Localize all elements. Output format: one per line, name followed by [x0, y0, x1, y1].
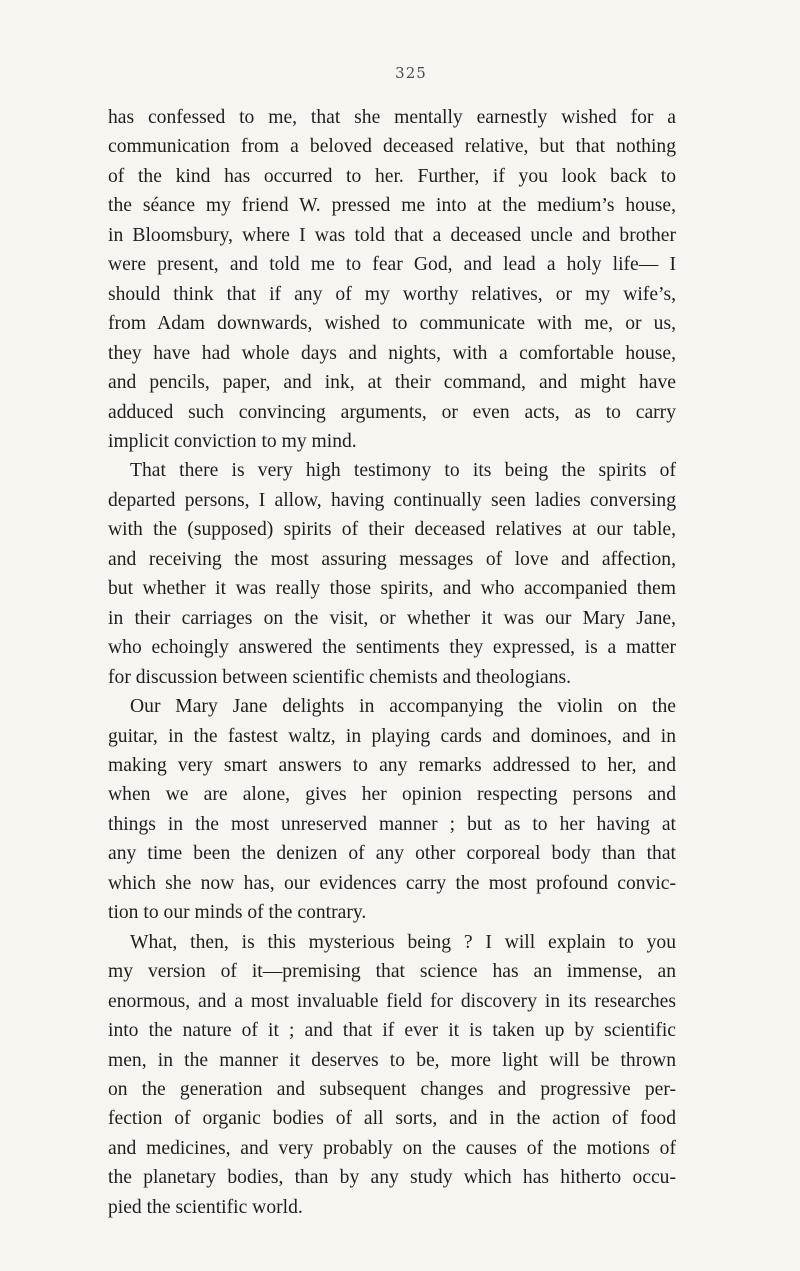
text-line: guitar, in the fastest waltz, in playing cards and dominoes, and in — [108, 725, 676, 747]
body-text — [108, 103, 676, 1222]
paragraph — [108, 456, 676, 692]
text-line: should think that if any of my worthy relatives, or my wife’s, — [108, 283, 676, 305]
text-line: That there is very high testimony to its being the spirits of — [130, 460, 676, 482]
text-line: adduced such convincing arguments, or even acts, as to carry — [108, 401, 676, 423]
paragraph — [108, 692, 676, 928]
paragraph — [108, 928, 676, 1223]
text-line: things in the most unreserved manner ; but as to her having at — [108, 813, 676, 835]
paragraph — [108, 103, 676, 456]
text-line: they have had whole days and nights, with a comfortable house, — [108, 342, 676, 364]
text-line: has confessed to me, that she mentally earnestly wished for a — [108, 107, 676, 128]
text-line: the séance my friend W. pressed me into at the medium’s house, — [108, 195, 676, 217]
text-line: my version of it—premising that science has an immense, an — [108, 961, 676, 983]
text-line: from Adam downwards, wished to communicate with me, or us, — [108, 313, 676, 335]
text-line: fection of organic bodies of all sorts, and in the action of food — [108, 1108, 676, 1130]
text-line: in their carriages on the visit, or whether it was our Mary Jane, — [108, 607, 676, 629]
text-line: Our Mary Jane delights in accompanying the violin on the — [130, 696, 676, 718]
text-line: on the generation and subsequent changes and progressive per- — [108, 1078, 676, 1100]
page-number: 325 — [395, 64, 427, 82]
text-line: which she now has, our evidences carry the most profound convic- — [108, 872, 676, 894]
text-line: pied the scientific world. — [108, 1196, 303, 1218]
text-line: were present, and told me to fear God, and lead a holy life— I — [108, 254, 676, 276]
text-line: the planetary bodies, than by any study which has hitherto occu- — [108, 1167, 676, 1189]
text-line: and receiving the most assuring messages of love and affection, — [108, 548, 676, 570]
text-line: enormous, and a most invaluable field for discovery in its researches — [108, 990, 676, 1012]
text-line: implicit conviction to my mind. — [108, 430, 357, 452]
text-line: for discussion between scientific chemists and theologians. — [108, 666, 572, 688]
text-line: any time been the denizen of any other corporeal body than that — [108, 843, 676, 865]
text-line: and medicines, and very probably on the causes of the motions of — [108, 1137, 676, 1159]
text-line: making very smart answers to any remarks addressed to her, and — [108, 754, 676, 776]
text-line: departed persons, I allow, having continually seen ladies conversing — [108, 489, 676, 511]
text-line: What, then, is this mysterious being ? I will explain to you — [130, 931, 676, 953]
text-line: into the nature of it ; and that if ever it is taken up by scientific — [108, 1020, 676, 1042]
text-line: of the kind has occurred to her. Further, if you look back to — [108, 165, 676, 187]
text-line: with the (supposed) spirits of their deceased relatives at our table, — [108, 519, 676, 541]
text-line: and pencils, paper, and ink, at their command, and might have — [108, 372, 676, 394]
text-line: men, in the manner it deserves to be, more light will be thrown — [108, 1049, 676, 1071]
text-line: but whether it was really those spirits, and who accompanied them — [108, 578, 676, 600]
text-line: who echoingly answered the sentiments they expressed, is a matter — [108, 637, 676, 659]
text-line: communication from a beloved deceased relative, but that nothing — [108, 136, 676, 158]
text-line: tion to our minds of the contrary. — [108, 902, 367, 924]
text-line: when we are alone, gives her opinion respecting persons and — [108, 784, 676, 806]
text-line: in Bloomsbury, where I was told that a deceased uncle and brother — [108, 224, 676, 246]
